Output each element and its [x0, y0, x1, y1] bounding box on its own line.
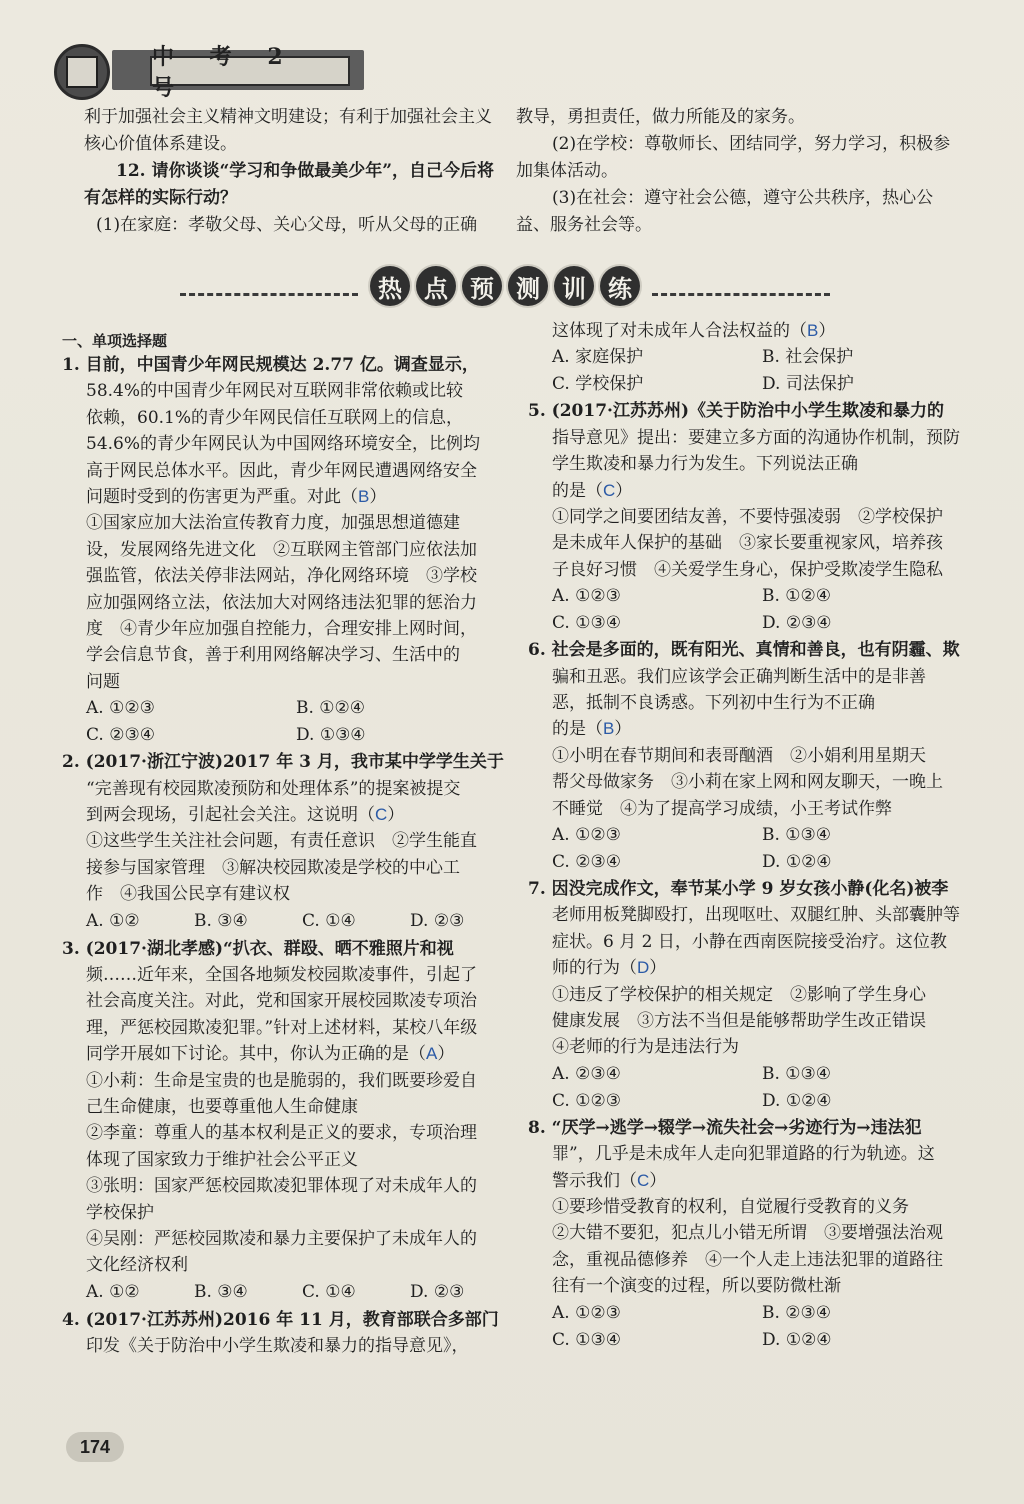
- answer-option: D. ①②④: [762, 1329, 832, 1350]
- text-line: [86, 881, 290, 907]
- line-text: ①小明在春节期间和表哥酗酒 ②小娟利用星期天: [552, 745, 926, 766]
- line-text: 1. 目前，中国青少年网民规模达 2.77 亿。调查显示，: [62, 355, 479, 375]
- answer-option: C. ①④: [302, 910, 356, 931]
- banner-char: 预: [462, 266, 502, 306]
- text-line: [62, 749, 504, 775]
- text-line: [552, 902, 960, 928]
- line-text: 8. “厌学→逃学→辍学→流失社会→劣迹行为→违法犯: [528, 1117, 922, 1138]
- line-text: 社会高度关注。对此，党和国家开展校园欺凌专项治: [86, 991, 477, 1012]
- answer-option: C. ②③④: [552, 852, 621, 872]
- line-text: 频……近年来，全国各地频发校园欺凌事件，引起了: [86, 965, 477, 985]
- answer-option: A. ①②③: [552, 825, 621, 845]
- line-text: 5. (2017·江苏苏州)《关于防治中小学生欺凌和暴力的: [528, 401, 944, 422]
- line-text: 是未成年人保护的基础 ③家长要重视家风，培养孩: [552, 533, 943, 554]
- text-line: [528, 398, 944, 424]
- text-line: [552, 478, 632, 504]
- line-text: 7. 因没完成作文，奉节某小学 9 岁女孩小静(化名)被李: [528, 879, 949, 899]
- text-line: [86, 1200, 154, 1226]
- text-line: [62, 936, 454, 962]
- text-line: 核心价值体系建设。: [84, 134, 237, 154]
- line-text: 念，重视品德修养 ④一个人走上违法犯罪的道路往: [552, 1249, 943, 1270]
- text-line: [86, 1173, 477, 1199]
- header-title: 中 考 2 号: [150, 56, 350, 86]
- line-text: 强监管，依法关停非法网站，净化网络环境 ③学校: [86, 566, 477, 587]
- text-line: [86, 802, 404, 828]
- text-line: [552, 425, 960, 451]
- text-line: [86, 378, 463, 404]
- text-line: (2)在学校：尊敬师长、团结同学，努力学习，积极参: [552, 134, 951, 154]
- line-text: 58.4%的中国青少年网民对互联网非常依赖或比较: [86, 381, 464, 402]
- line-text: 恶，抵制不良诱惑。下列初中生行为不正确: [552, 693, 875, 713]
- answer-option: A. ①②③: [552, 586, 621, 607]
- text-line: [86, 828, 477, 854]
- text-line: [86, 962, 477, 988]
- line-text: ③张明：国家严惩校园欺凌犯罪体现了对未成年人的: [86, 1176, 477, 1197]
- text-line: [552, 955, 666, 981]
- text-line: [86, 458, 477, 484]
- line-text: ①同学之间要团结友善，不要恃强凌弱 ②学校保护: [552, 507, 943, 527]
- answer-option: B. ①②④: [296, 698, 366, 719]
- answer-mark: B: [358, 487, 370, 506]
- answer-option: A. ①②③: [86, 698, 155, 719]
- line-text: 高于网民总体水平。因此，青少年网民遭遇网络安全: [86, 460, 477, 481]
- answer-option: D. ①②④: [762, 852, 832, 872]
- line-text: 体现了国家致力于维护社会公平正义: [86, 1149, 358, 1170]
- answer-bracket: ）: [649, 1170, 667, 1191]
- text-line: 加集体活动。: [516, 161, 618, 181]
- text-line: 利于加强社会主义精神文明建设；有利于加强社会主义: [84, 107, 492, 127]
- answer-bracket: ）: [369, 487, 387, 507]
- answer-option: B. ①③④: [762, 1063, 832, 1084]
- line-text: 学生欺凌和暴力行为发生。下列说法正确: [552, 454, 858, 475]
- answer-option: D. 司法保护: [762, 374, 854, 395]
- line-text: ①国家应加大法治宣传教育力度，加强思想道德建: [86, 513, 460, 534]
- line-text: 学校保护: [86, 1202, 154, 1223]
- text-line: [552, 557, 943, 583]
- text-line: [86, 1068, 477, 1094]
- text-line: (3)在社会：遵守社会公德，遵守公共秩序，热心公: [552, 188, 934, 208]
- text-line: 教导，勇担责任，做力所能及的家务。: [516, 107, 805, 127]
- line-text: 学会信息节食，善于利用网络解决学习、生活中的: [86, 645, 460, 666]
- text-line: [86, 510, 460, 536]
- answer-option: D. ①③④: [296, 725, 366, 746]
- answer-bracket: ）: [614, 719, 632, 740]
- answer-option: B. ③④: [194, 1281, 248, 1302]
- text-line: [552, 504, 943, 530]
- line-text: “完善现有校园欺凌预防和处理体系”的提案被提交: [86, 778, 461, 799]
- line-text: 6. 社会是多面的，既有阳光、真情和善良，也有阴霾、欺: [528, 640, 960, 661]
- text-line: [552, 769, 943, 795]
- text-line: [552, 743, 926, 769]
- answer-mark: C: [375, 805, 388, 824]
- line-text: 不睡觉 ④为了提高学习成绩，小王考试作弊: [552, 798, 892, 819]
- line-text: 同学开展如下讨论。其中，你认为正确的是（: [86, 1044, 426, 1065]
- answer-bracket: ）: [437, 1044, 455, 1065]
- line-text: 帮父母做家务 ③小莉在家上网和网友聊天，一晚上: [552, 772, 943, 793]
- answer-option: D. ②③④: [762, 613, 832, 634]
- answer-option: B. 社会保护: [762, 347, 854, 368]
- line-text: 的是（: [552, 719, 603, 740]
- line-text: ④吴刚：严惩校园欺凌和暴力主要保护了未成年人的: [86, 1229, 477, 1249]
- line-text: ②大错不要犯，犯点儿小错无所谓 ③要增强法治观: [552, 1223, 943, 1244]
- line-text: 问题时受到的伤害更为严重。对此（: [86, 487, 358, 507]
- line-text: 理，严惩校园欺凌犯罪。”针对上述材料，某校八年级: [86, 1017, 478, 1038]
- answer-option: B. ③④: [194, 910, 248, 931]
- section-title: 一、单项选择题: [62, 332, 168, 350]
- text-line: [86, 776, 460, 802]
- answer-option: C. ①②③: [552, 1090, 621, 1111]
- text-line: [552, 1168, 666, 1194]
- text-line: [552, 716, 631, 742]
- answer-option: B. ①②④: [762, 586, 832, 607]
- line-text: 作 ④我国公民享有建议权: [86, 884, 290, 905]
- answer-mark: D: [637, 958, 650, 978]
- answer-mark: C: [603, 480, 616, 500]
- text-line: [528, 637, 960, 663]
- text-line: [552, 796, 892, 822]
- text-line: [86, 563, 477, 589]
- line-text: 骗和丑恶。我们应该学会正确判断生活中的是非善: [552, 666, 926, 687]
- banner-char: 测: [508, 266, 548, 306]
- answer-option: D. ②③: [410, 1281, 465, 1302]
- line-text: 这体现了对未成年人合法权益的（: [552, 321, 807, 341]
- text-line: [528, 1115, 922, 1141]
- banner-char: 热: [370, 266, 410, 306]
- text-line: [86, 1015, 477, 1041]
- answer-option: C. ①③④: [552, 1329, 621, 1350]
- text-line: [86, 1120, 477, 1146]
- answer-option: C. ②③④: [86, 725, 155, 746]
- book-logo-icon: [54, 44, 110, 100]
- text-line: [552, 664, 926, 690]
- answer-bracket: ）: [649, 958, 667, 979]
- text-line: [62, 1307, 499, 1333]
- answer-option: C. 学校保护: [552, 374, 644, 395]
- line-text: 文化经济权利: [86, 1255, 188, 1276]
- text-line: [528, 876, 948, 902]
- line-text: 己生命健康，也要尊重他人生命健康: [86, 1097, 358, 1117]
- text-line: 12. 请你谈谈“学习和争做最美少年”，自己今后将: [116, 161, 495, 181]
- text-line: [552, 530, 943, 556]
- line-text: 老师用板凳脚殴打，出现呕吐、双腿红肿、头部囊肿等: [552, 905, 960, 926]
- banner-dash-left: [180, 293, 358, 296]
- top-left-answer: [84, 104, 494, 254]
- line-text: 子良好习惯 ④关爱学生身心，保护受欺凌学生隐私: [552, 559, 943, 580]
- answer-mark: A: [426, 1044, 438, 1064]
- text-line: (1)在家庭：孝敬父母、关心父母，听从父母的正确: [96, 215, 478, 235]
- answer-option: C. ①④: [302, 1281, 356, 1302]
- banner-char: 训: [554, 266, 594, 306]
- answer-bracket: ）: [387, 805, 405, 825]
- line-text: ①要珍惜受教育的权利，自觉履行受教育的义务: [552, 1197, 909, 1217]
- text-line: [86, 431, 480, 457]
- top-right-answer: [516, 104, 956, 254]
- banner-dash-right: [652, 293, 830, 296]
- text-line: [86, 988, 477, 1014]
- text-line: [86, 1252, 188, 1278]
- answer-mark: B: [603, 719, 615, 739]
- line-text: 依赖，60.1%的青少年网民信任互联网上的信息，: [86, 407, 464, 428]
- text-line: [552, 1247, 943, 1273]
- line-text: 3. (2017·湖北孝感)“扒衣、群殴、晒不雅照片和视: [62, 938, 454, 959]
- text-line: [86, 669, 120, 695]
- text-line: 益、服务社会等。: [516, 215, 652, 235]
- line-text: 问题: [86, 671, 120, 692]
- line-text: 设，发展网络先进文化 ②互联网主管部门应依法加: [86, 539, 477, 560]
- line-text: 4. (2017·江苏苏州)2016 年 11 月，教育部联合多部门: [62, 1309, 499, 1330]
- text-line: [552, 1220, 943, 1246]
- text-line: [552, 690, 875, 716]
- answer-option: A. ①②③: [552, 1302, 621, 1323]
- answer-option: A. ②③④: [552, 1063, 621, 1084]
- text-line: [86, 616, 477, 642]
- text-line: [86, 1041, 454, 1067]
- text-line: [552, 1273, 841, 1299]
- answer-option: D. ①②④: [762, 1090, 832, 1111]
- text-line: [86, 1333, 469, 1359]
- line-text: 的是（: [552, 480, 603, 501]
- line-text: 接参与国家管理 ③解决校园欺凌是学校的中心工: [86, 857, 460, 878]
- line-text: ④老师的行为是违法行为: [552, 1037, 739, 1058]
- text-line: [86, 590, 477, 616]
- line-text: 症状。6 月 2 日，小静在西南医院接受治疗。这位教: [552, 931, 947, 952]
- page-number: 174: [66, 1432, 124, 1462]
- section-banner: [180, 262, 830, 312]
- line-text: ①这些学生关注社会问题，有责任意识 ②学生能直: [86, 831, 477, 852]
- line-text: 指导意见》提出：要建立多方面的沟通协作机制，预防: [552, 427, 960, 448]
- line-text: 2. (2017·浙江宁波)2017 年 3 月，我市某中学学生关于: [62, 752, 504, 773]
- banner-char: 点: [416, 266, 456, 306]
- text-line: [552, 451, 858, 477]
- answer-option: A. 家庭保护: [552, 347, 644, 368]
- answer-mark: C: [637, 1170, 650, 1190]
- line-text: ②李童：尊重人的基本权利是正义的要求，专项治理: [86, 1123, 477, 1144]
- text-line: [552, 1141, 935, 1167]
- line-text: 警示我们（: [552, 1170, 637, 1191]
- text-line: [552, 1194, 909, 1220]
- answer-option: A. ①②: [86, 910, 140, 931]
- banner-char: 练: [600, 266, 640, 306]
- text-line: [552, 318, 835, 344]
- answer-option: B. ①③④: [762, 825, 832, 845]
- answer-option: A. ①②: [86, 1281, 140, 1302]
- line-text: 罪”，几乎是未成年人走向犯罪道路的行为轨迹。这: [552, 1144, 935, 1165]
- text-line: [552, 982, 926, 1008]
- text-line: [86, 855, 460, 881]
- line-text: 到两会现场，引起社会关注。这说明（: [86, 805, 375, 825]
- text-line: [86, 1226, 477, 1252]
- right-column: [528, 318, 978, 1428]
- text-line: [86, 1147, 358, 1173]
- answer-option: C. ①③④: [552, 613, 621, 634]
- line-text: 应加强网络立法，依法加大对网络违法犯罪的惩治力: [86, 592, 477, 613]
- answer-bracket: ）: [818, 321, 836, 341]
- text-line: [86, 405, 463, 431]
- answer-option: B. ②③④: [762, 1302, 832, 1323]
- text-line: [86, 1094, 358, 1120]
- text-line: [552, 929, 947, 955]
- line-text: ①小莉：生命是宝贵的也是脆弱的，我们既要珍爱自: [86, 1070, 477, 1091]
- line-text: 印发《关于防治中小学生欺凌和暴力的指导意见》，: [86, 1336, 469, 1357]
- line-text: 健康发展 ③方法不当但是能够帮助学生改正错误: [552, 1011, 926, 1031]
- text-line: [86, 642, 460, 668]
- text-line: 有怎样的实际行动？: [84, 188, 237, 208]
- line-text: 54.6%的青少年网民认为中国网络环境安全，比例均: [86, 434, 481, 455]
- text-line: [62, 352, 479, 378]
- line-text: 师的行为（: [552, 958, 637, 979]
- line-text: 度 ④青少年应加强自控能力，合理安排上网时间，: [86, 619, 477, 639]
- answer-option: D. ②③: [410, 910, 465, 931]
- line-text: 往有一个演变的过程，所以要防微杜渐: [552, 1276, 841, 1297]
- answer-bracket: ）: [615, 480, 633, 501]
- text-line: [552, 1008, 926, 1034]
- left-column: [62, 352, 512, 1422]
- text-line: [86, 484, 386, 510]
- text-line: [552, 1034, 739, 1060]
- answer-mark: B: [807, 321, 819, 340]
- line-text: ①违反了学校保护的相关规定 ②影响了学生身心: [552, 984, 926, 1005]
- text-line: [86, 537, 477, 563]
